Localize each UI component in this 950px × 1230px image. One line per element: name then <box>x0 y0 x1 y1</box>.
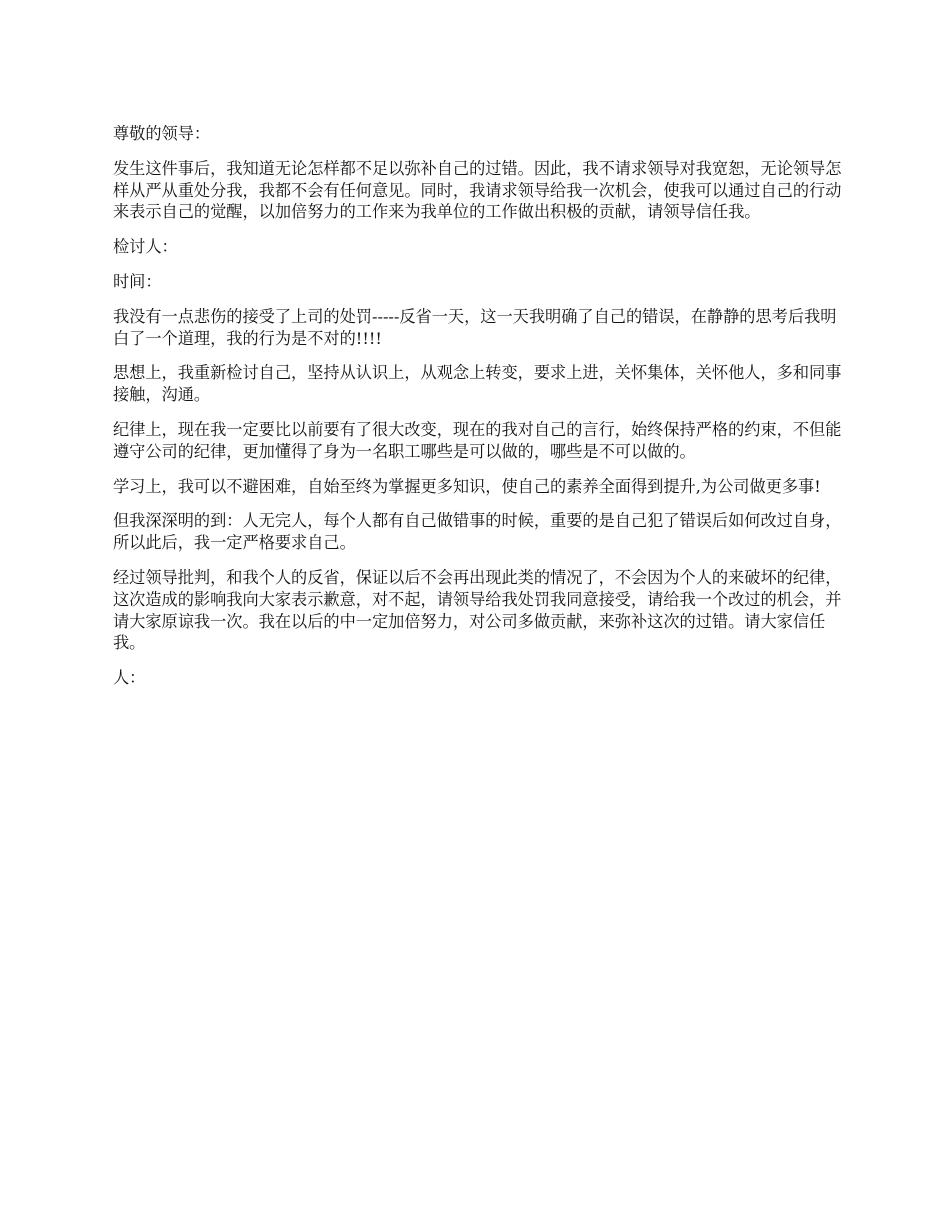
signature-date: 时间： <box>113 271 162 291</box>
salutation: 尊敬的领导： <box>113 124 211 143</box>
paragraph-apology: 发生这件事后，我知道无论怎样都不足以弥补自己的过错。因此，我不请求领导对我宽恕，无论领导怎样从严从重处分我，我都不会有任何意见。同时，我请求领导给我一次机会，使我可以通过自己的行动来表示自己的觉醒，以加倍努力的工作来为我单位的工作做出积极的贡献，请领导信任我。 <box>113 158 842 222</box>
paragraph-study: 学习上，我可以不避困难，自始至终为掌握更多知识，使自己的素养全面得到提升,为公司做更多事! <box>113 476 821 496</box>
paragraph-commitment: 经过领导批判，和我个人的反省，保证以后不会再出现此类的情况了，不会因为个人的来破坏的纪律，这次造成的影响我向大家表示歉意，对不起，请领导给我处罚我同意接受，请给我一个改过的机会，并请大家原谅我一次。我在以后的中一定加倍努力，对公司多做贡献，来弥补这次的过错。请大家信任我。 <box>113 567 842 653</box>
signature-person: 人： <box>113 668 146 688</box>
signature-reviewer: 检讨人： <box>113 237 178 257</box>
paragraph-thought: 思想上，我重新检讨自己，坚持从认识上，从观念上转变，要求上进，关怀集体，关怀他人，多和同事接触，沟通。 <box>113 363 842 405</box>
paragraph-discipline: 纪律上，现在我一定要比以前要有了很大改变，现在的我对自己的言行，始终保持严格的约束，不但能遵守公司的纪律，更加懂得了身为一名职工哪些是可以做的，哪些是不可以做的。 <box>113 419 842 461</box>
paragraph-resolution: 但我深深明的到：人无完人，每个人都有自己做错事的时候，重要的是自己犯了错误后如何改过自身，所以此后，我一定严格要求自己。 <box>113 511 842 553</box>
paragraph-reflection: 我没有一点悲伤的接受了上司的处罚-----反省一天，这一天我明确了自己的错误，在静静的思考后我明白了一个道理，我的行为是不对的!!!! <box>113 306 837 348</box>
document-body <box>113 123 843 702</box>
